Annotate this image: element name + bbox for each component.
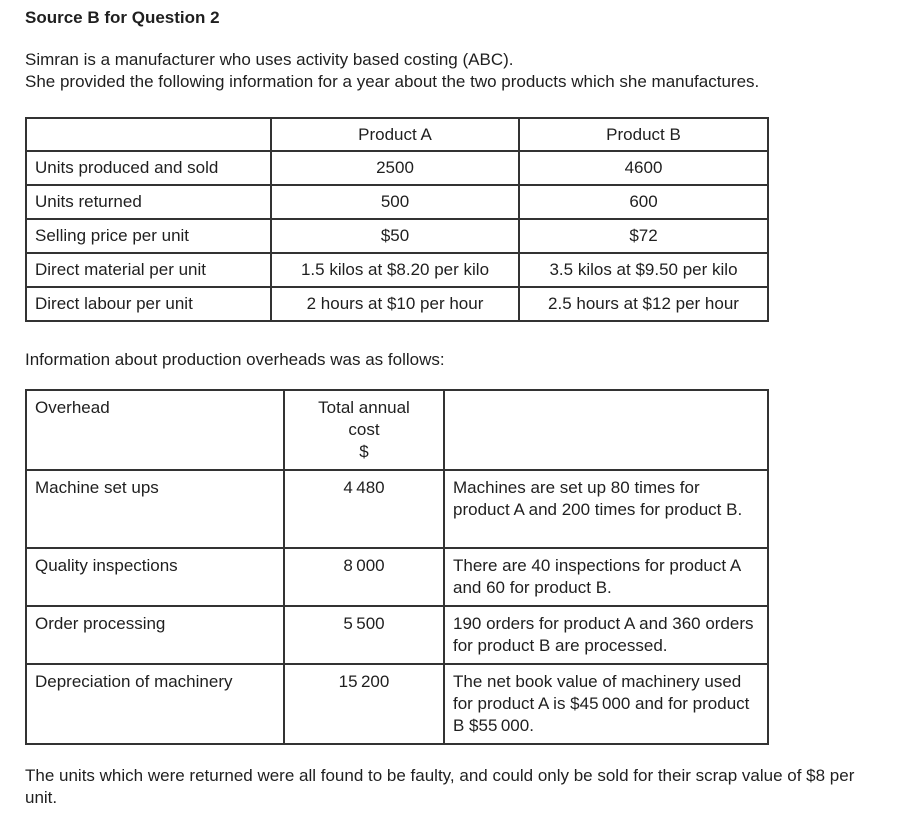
row-value-a: 1.5 kilos at $8.20 per kilo: [271, 253, 519, 287]
overheads-header-overhead: Overhead: [26, 390, 284, 470]
row-value-b: 4600: [519, 151, 768, 185]
row-value-a: $50: [271, 219, 519, 253]
overheads-header-cost: [284, 390, 444, 470]
row-value-b: 600: [519, 185, 768, 219]
overheads-intro-text: Information about production overheads was as follows:: [25, 350, 445, 369]
row-value-b: 3.5 kilos at $9.50 per kilo: [519, 253, 768, 287]
row-label: Direct labour per unit: [26, 287, 271, 321]
overhead-cost: 15 200: [284, 664, 444, 744]
table-row: [26, 151, 768, 185]
overheads-header-cost-line2: cost: [348, 420, 380, 439]
row-value-b: 2.5 hours at $12 per hour: [519, 287, 768, 321]
row-value-a: 500: [271, 185, 519, 219]
products-header-blank: [26, 118, 271, 151]
overheads-header-description: [444, 390, 768, 470]
overheads-table: [25, 389, 769, 745]
overhead-description: The net book value of machinery used for product A is $45 000 and for product B $55 000.: [444, 664, 768, 744]
intro-line-1: Simran is a manufacturer who uses activity based costing (ABC).: [25, 50, 514, 69]
overheads-header-cost-line1: Total annual: [318, 398, 410, 417]
row-label: Units returned: [26, 185, 271, 219]
products-table: [25, 117, 769, 322]
overhead-description: 190 orders for product A and 360 orders for product B are processed.: [444, 606, 768, 664]
products-table-header-row: [26, 118, 768, 151]
intro-paragraph: [25, 49, 884, 93]
table-row: [26, 548, 768, 606]
overhead-name: Order processing: [26, 606, 284, 664]
overhead-description: Machines are set up 80 times for product A and 200 times for product B.: [444, 470, 768, 548]
row-label: Direct material per unit: [26, 253, 271, 287]
overhead-name: Machine set ups: [26, 470, 284, 548]
overheads-header-cost-line3: $: [359, 442, 369, 461]
table-row: [26, 470, 768, 548]
intro-line-2: She provided the following information for a year about the two products which she manufactures.: [25, 72, 760, 91]
overhead-name: Depreciation of machinery: [26, 664, 284, 744]
page-title: Source B for Question 2: [25, 8, 220, 27]
overheads-table-header-row: [26, 390, 768, 470]
products-header-product-a: Product A: [271, 118, 519, 151]
table-row: [26, 287, 768, 321]
scrap-value-note: The units which were returned were all found to be faulty, and could only be sold for their scrap value of $8 per unit.: [25, 766, 855, 807]
table-row: [26, 664, 768, 744]
table-row: [26, 219, 768, 253]
products-header-product-b: Product B: [519, 118, 768, 151]
table-row: [26, 185, 768, 219]
table-row: [26, 253, 768, 287]
overhead-cost: 4 480: [284, 470, 444, 548]
overhead-cost: 8 000: [284, 548, 444, 606]
row-value-a: 2 hours at $10 per hour: [271, 287, 519, 321]
row-value-b: $72: [519, 219, 768, 253]
overhead-description: There are 40 inspections for product A and 60 for product B.: [444, 548, 768, 606]
overhead-name: Quality inspections: [26, 548, 284, 606]
row-label: Selling price per unit: [26, 219, 271, 253]
row-value-a: 2500: [271, 151, 519, 185]
table-row: [26, 606, 768, 664]
row-label: Units produced and sold: [26, 151, 271, 185]
overhead-cost: 5 500: [284, 606, 444, 664]
